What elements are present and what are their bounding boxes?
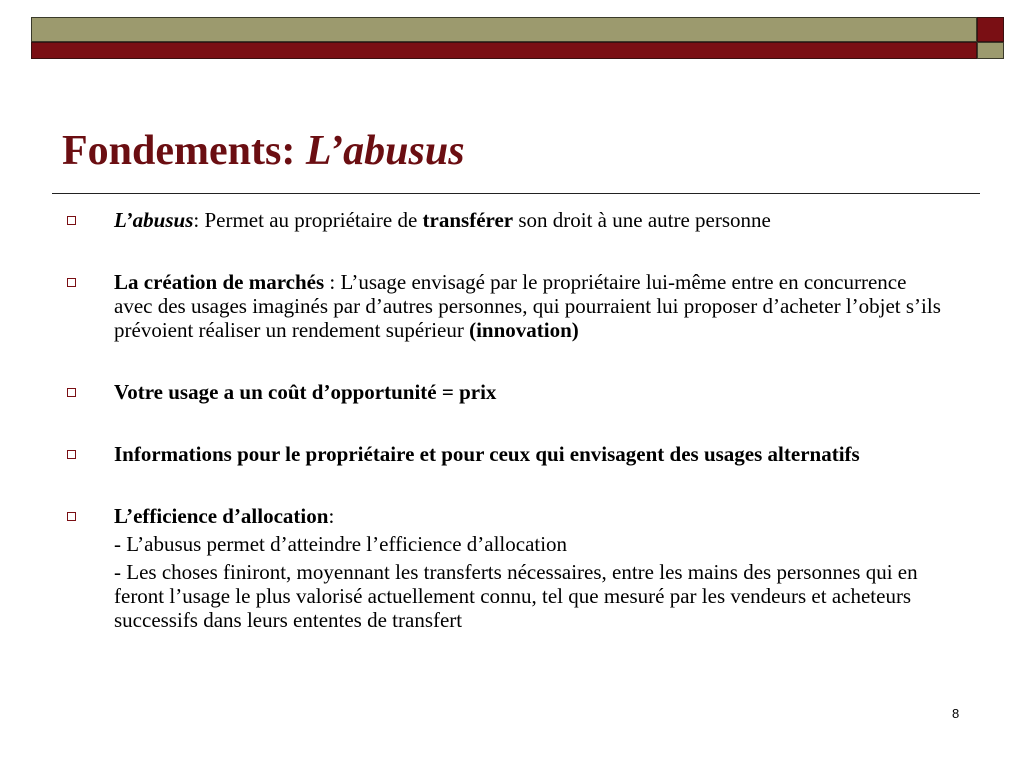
sub-item: - Les choses finiront, moyennant les transferts nécessaires, entre les mains des personnes qui en feront l’usage le plus valorisé actuellement connu, tel que mesuré par les vendeurs et acheteurs successifs dans leurs ententes de transfert [114,560,918,632]
slide-title [62,128,465,174]
bullet-item [62,270,942,342]
sub-item: - L’abusus permet d’atteindre l’efficience d’allocation [114,532,568,556]
header-olive-band [31,17,977,42]
square-bullet-icon [67,388,76,397]
page-number: 8 [952,706,960,721]
slide-title-main: Fondements: [62,128,306,174]
bullet-text: La création de marchés [114,270,325,294]
bullet-text: transférer [422,208,514,232]
header-maroon-band [31,42,977,59]
header-olive-square [977,42,1004,59]
title-divider [52,193,980,194]
bullet-text: Informations pour le propriétaire et pour ceux qui envisagent des usages alternatifs [114,442,860,466]
square-bullet-icon [67,450,76,459]
bullet-text: Votre usage a un coût d’opportunité = prix [114,380,497,404]
bullet-text: : Permet au propriétaire de [193,208,423,232]
bullet-text: (innovation) [469,318,579,342]
bullet-item [62,504,942,528]
bullet-text: : L’usage envisagé par le propriétaire lui-même entre en concurrence avec des usages imaginés par d’autres personnes, qui pourraient lui proposer d’acheter l’objet s’ils prévoient réaliser un rendement supérieur [114,270,941,342]
bullet-item [62,208,942,232]
square-bullet-icon [67,512,76,521]
header-maroon-square [977,17,1004,42]
bullet-item [62,380,942,404]
bullet-item [62,442,942,466]
square-bullet-icon [67,216,76,225]
bullet-text: L’efficience d’allocation [114,504,329,528]
bullet-text: L’abusus [114,208,194,232]
slide-body [62,208,942,632]
square-bullet-icon [67,278,76,287]
bullet-text: : [328,504,335,528]
slide-title-italic: L’abusus [305,128,465,174]
bullet-text: son droit à une autre personne [513,208,771,232]
